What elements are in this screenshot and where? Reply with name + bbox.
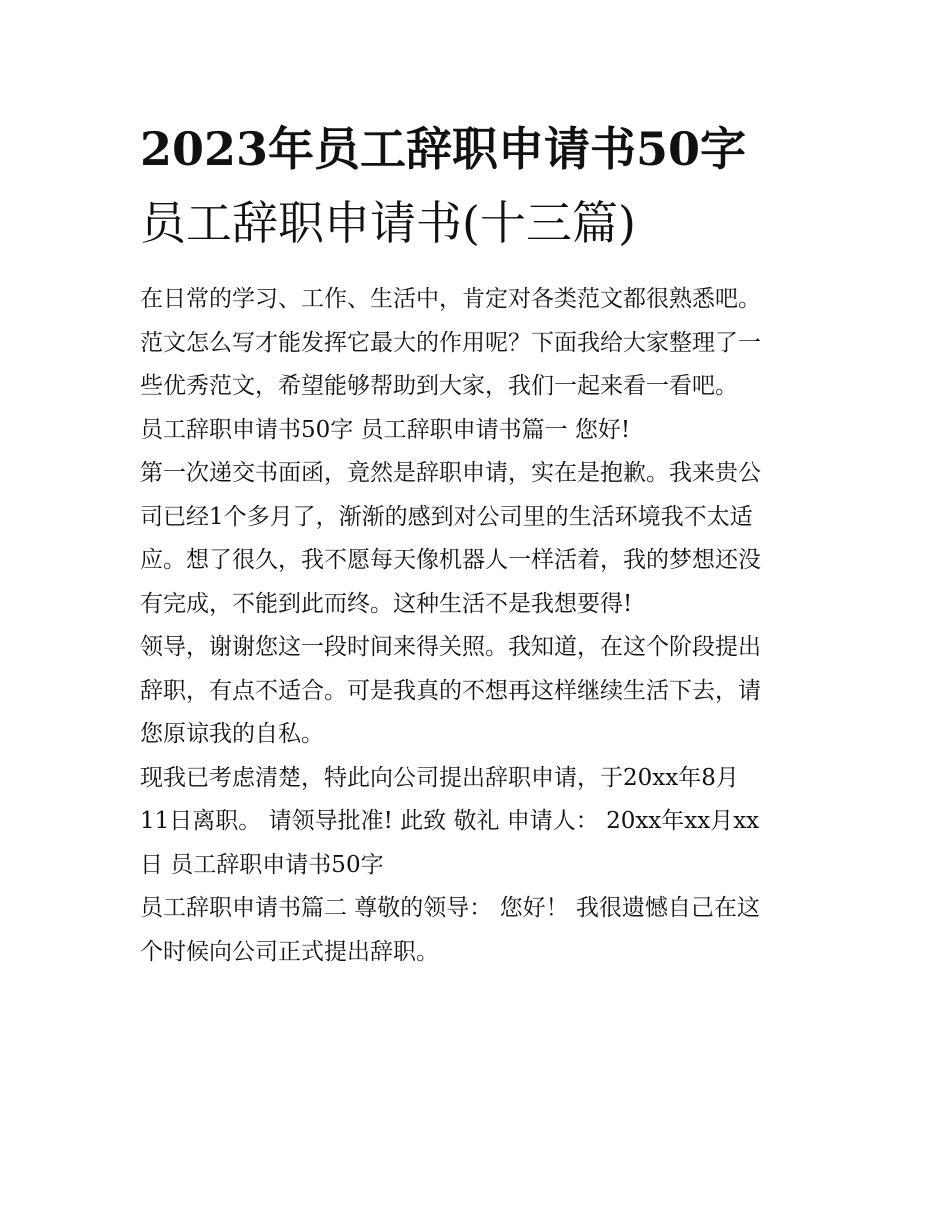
text-line: 领导，谢谢您这一段时间来得关照。我知道，在这个阶段提出 [140, 634, 761, 660]
text-line: 第一次递交书面函，竟然是辞职申请，实在是抱歉。我来贵公 [140, 460, 761, 486]
paragraph-body [140, 757, 820, 888]
text-line: 现我已考虑清楚，特此向公司提出辞职申请，于20xx年8月 [140, 764, 739, 791]
paragraph-body [140, 452, 820, 626]
paragraph-heading-two [140, 887, 820, 974]
paragraph-body [140, 626, 820, 757]
text-line: 日 员工辞职申请书50字 [140, 851, 384, 878]
text-line: 些优秀范文，希望能够帮助到大家，我们一起来看一看吧。 [140, 373, 738, 399]
document-title [140, 112, 820, 260]
text-line: 员工辞职申请书50字 员工辞职申请书篇一 您好! [140, 416, 631, 443]
paragraph-heading-one [140, 409, 820, 453]
text-line: 11日离职。 请领导批准! 此致 敬礼 申请人： 20xx年xx月xx [140, 808, 760, 834]
text-line: 您原谅我的自私。 [140, 721, 324, 747]
text-line: 应。想了很久，我不愿每天像机器人一样活着，我的梦想还没 [140, 547, 761, 573]
document-body [140, 278, 820, 974]
text-line: 个时候向公司正式提出辞职。 [140, 938, 439, 965]
text-line: 司已经1个多月了，渐渐的感到对公司里的生活环境我不太适 [140, 503, 753, 530]
title-line: 员工辞职申请书(十三篇) [140, 196, 636, 250]
text-line: 范文怎么写才能发挥它最大的作用呢？下面我给大家整理了一 [140, 329, 761, 356]
paragraph-intro [140, 278, 820, 409]
title-line: 2023年员工辞职申请书50字 [140, 122, 747, 176]
text-line: 有完成，不能到此而终。这种生活不是我想要得! [140, 590, 633, 617]
text-line: 辞职，有点不适合。可是我真的不想再这样继续生活下去，请 [140, 677, 761, 704]
text-line: 在日常的学习、工作、生活中，肯定对各类范文都很熟悉吧。 [140, 286, 761, 312]
text-line: 员工辞职申请书篇二 尊敬的领导： 您好！ 我很遗憾自己在这 [140, 895, 760, 921]
